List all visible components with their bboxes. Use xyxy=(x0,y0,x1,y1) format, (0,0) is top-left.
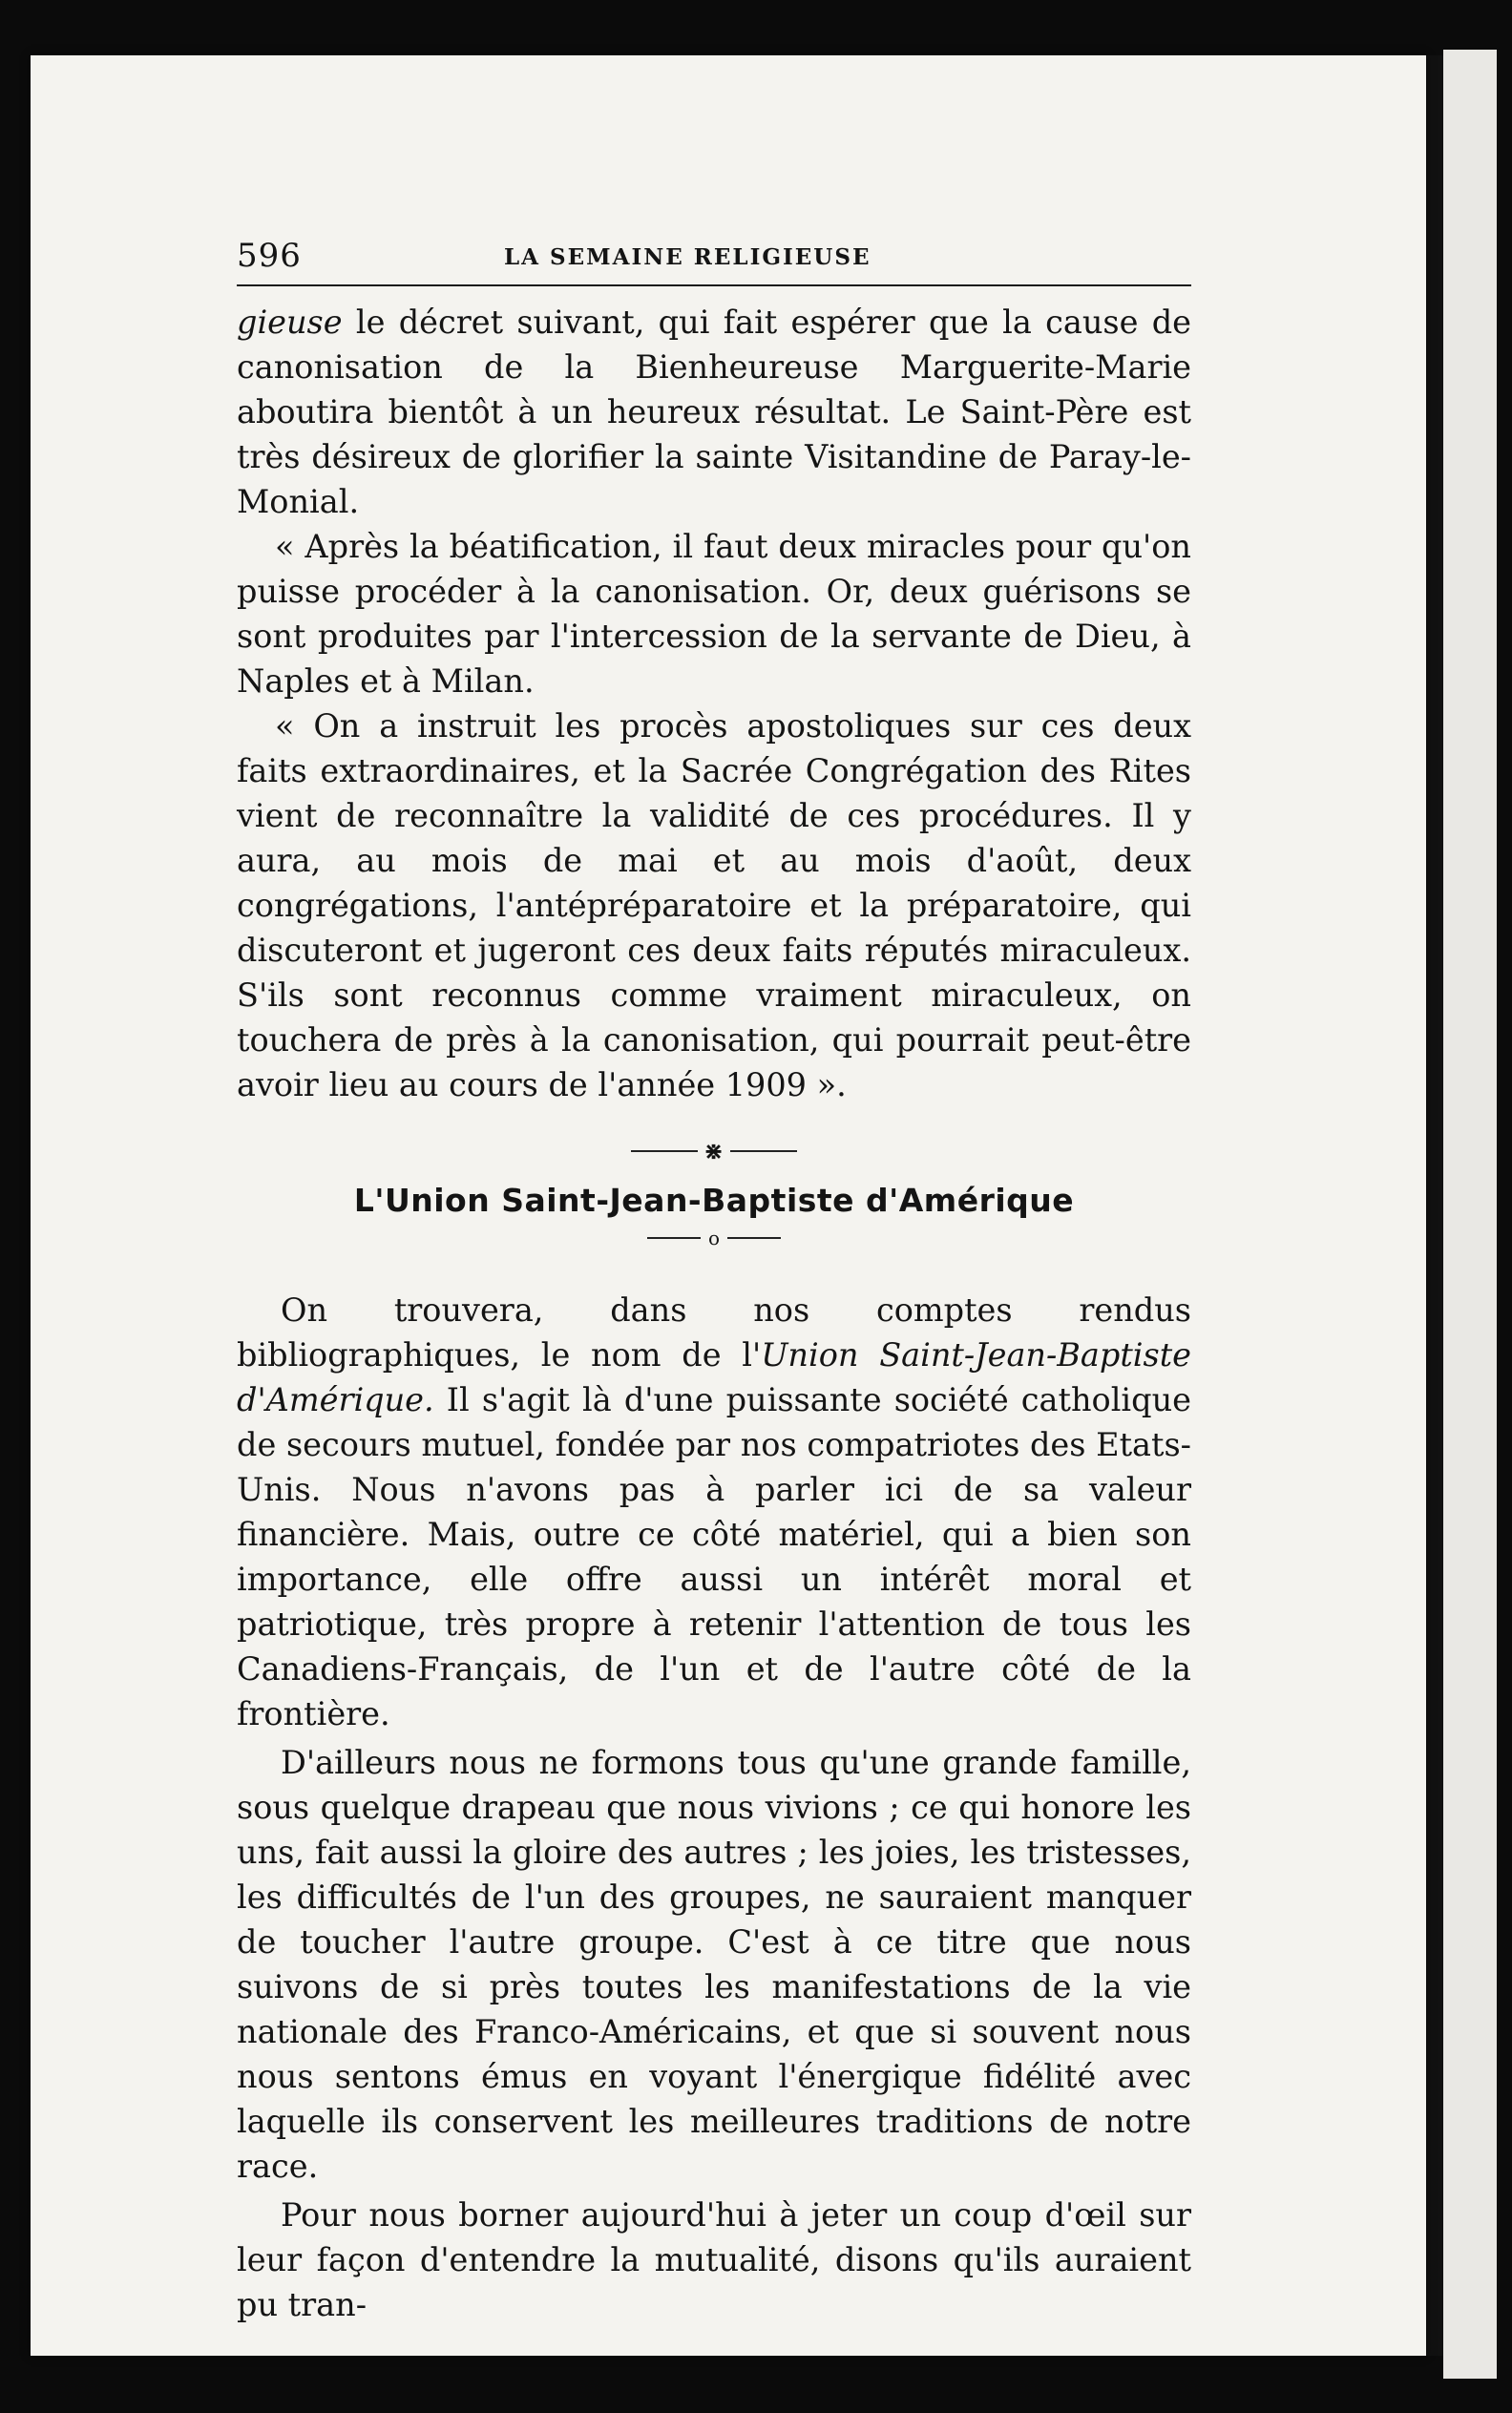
section-title: L'Union Saint-Jean-Baptiste d'Amérique xyxy=(353,1182,1075,1219)
page-header xyxy=(237,237,1191,286)
divider-rule-left xyxy=(631,1150,698,1152)
paragraph-1-text: le décret suivant, qui fait espérer que la cause de canonisation de la Bienheureuse Marguerite-Marie aboutira bientôt à un heureux résultat. Le Saint-Père est très désireux de glorifier la sainte Visitandine de Paray-le-Monial. xyxy=(237,304,1191,520)
section-paragraph-3: Pour nous borner aujourd'hui à jeter un coup d'œil sur leur façon d'entendre la mutualité, disons qu'ils auraient pu tran- xyxy=(237,2195,1191,2323)
page-gutter xyxy=(1426,55,1443,2356)
divider-symbol: ⋇ xyxy=(704,1137,724,1165)
running-title: LA SEMAINE RELIGIEUSE xyxy=(504,244,872,270)
section-divider-ornament xyxy=(237,1136,1191,1165)
facing-page-edge xyxy=(1443,50,1497,2379)
italic-word: gieuse xyxy=(237,304,343,341)
paragraph-1 xyxy=(237,300,1191,524)
title-ornament xyxy=(237,1225,1191,1249)
title-rule-right xyxy=(727,1237,781,1239)
page-number: 596 xyxy=(237,237,302,275)
divider-rule-right xyxy=(730,1150,797,1152)
section-paragraph-2: D'ailleurs nous ne formons tous qu'une grande famille, sous quelque drapeau que nous vivions ; ce qui honore les uns, fait aussi la gloire des autres ; les joies, les tristesses, les difficultés de l'un des groupes, ne sauraient manquer de toucher l'autre groupe. C'est à ce titre que nous suivons de si près toutes les manifestations de la vie nationale des Franco-Américains, et que si souvent nous nous sentons émus en voyant l'énergique fidélité avec laquelle ils conservent les meilleures traditions de notre race. xyxy=(237,1743,1191,2185)
section-paragraph-1 xyxy=(237,1288,1191,1736)
section-paragraph-1-start: On trouvera, dans nos comptes rendus bibliographiques, le nom de l' xyxy=(237,1290,1191,1374)
title-ornament-symbol: o xyxy=(707,1226,721,1249)
section-paragraph-1-italic: Union Saint-Jean-Baptiste d'Amérique. xyxy=(237,1335,1191,1418)
title-rule-left xyxy=(647,1237,701,1239)
section-body xyxy=(237,1288,1191,2327)
paragraph-3: « On a instruit les procès apostoliques sur ces deux faits extraordinaires, et la Sacrée Congrégation des Rites vient de reconnaître la validité de ces procédures. Il y aura, au mois de mai et au mois d'août, deux congrégations, l'antépréparatoire et la préparatoire, qui discuteront et jugeront ces deux faits réputés miraculeux. S'ils sont reconnus comme vraiment miraculeux, on touchera de près à la canonisation, qui pourrait peut-être avoir lieu au cours de l'année 1909 ». xyxy=(237,707,1191,1103)
paragraph-2: « Après la béatification, il faut deux miracles pour qu'on puisse procéder à la canonisation. Or, deux guérisons se sont produites par l'intercession de la servante de Dieu, à Naples et à Milan. xyxy=(237,528,1191,700)
page-text xyxy=(237,237,1191,2327)
section-paragraph-1-end: Il s'agit là d'une puissante société catholique de secours mutuel, fondée par nos compatriotes des Etats-Unis. Nous n'avons pas à parler ici de sa valeur financière. Mais, outre ce côté matériel, qui a bien son importance, elle offre aussi un intérêt moral et patriotique, très propre à retenir l'attention de tous les Canadiens-Français, de l'un et de l'autre côté de la frontière. xyxy=(237,1380,1191,1732)
